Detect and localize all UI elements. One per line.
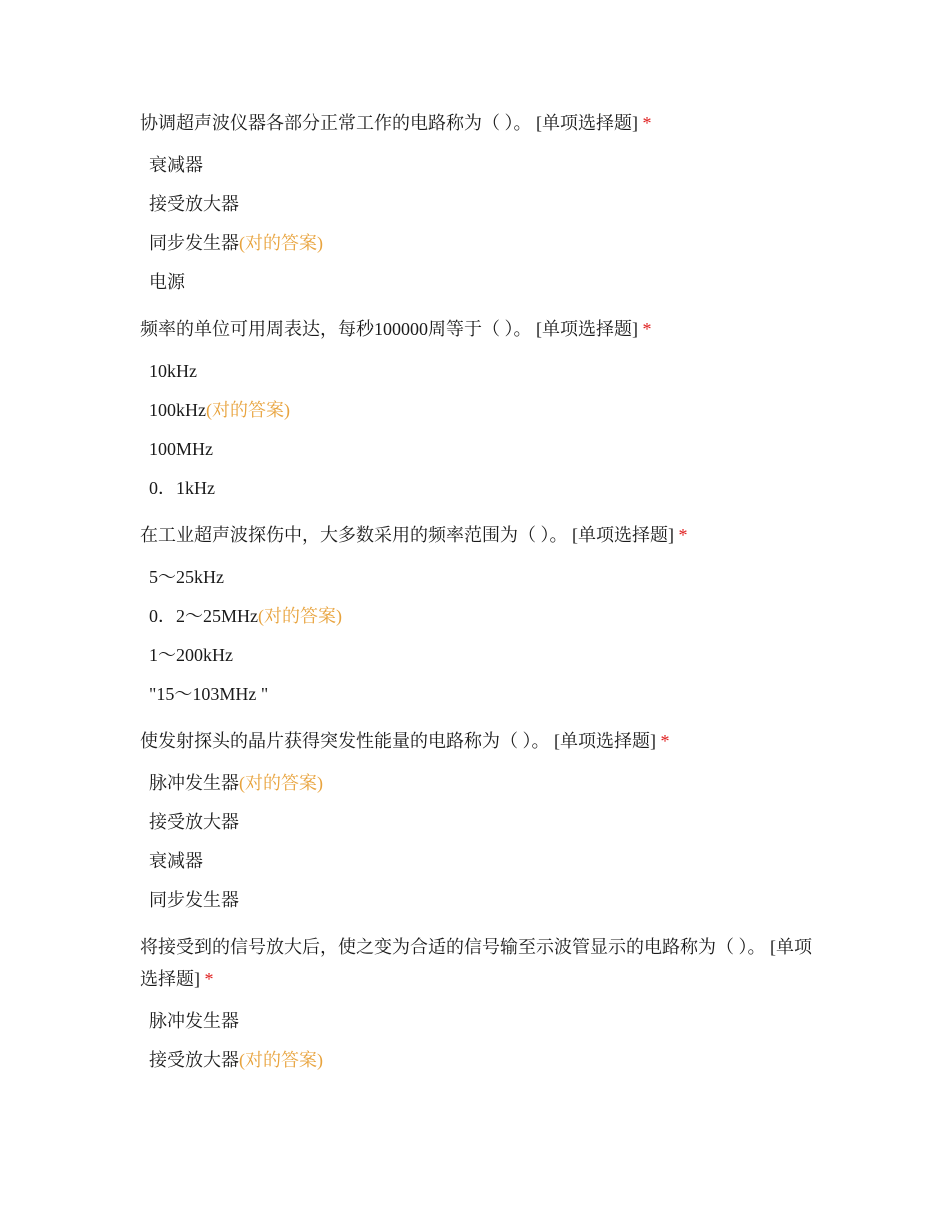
- question-4: [140, 725, 820, 920]
- option-text: 100MHz: [149, 439, 213, 459]
- option-item[interactable]: [149, 263, 820, 302]
- question-text: 频率的单位可用周表达，每秒100000周等于（ ）。: [140, 319, 532, 339]
- option-text: 0．1kHz: [149, 478, 215, 498]
- option-text: 接受放大器: [149, 1050, 239, 1070]
- option-list: [140, 352, 820, 508]
- option-item[interactable]: [149, 469, 820, 508]
- required-marker: *: [642, 113, 652, 133]
- option-item[interactable]: [149, 764, 820, 803]
- option-text: 同步发生器: [149, 233, 239, 253]
- option-item[interactable]: [149, 597, 820, 636]
- required-marker: *: [642, 319, 652, 339]
- question-type: [单项选择题]: [572, 525, 674, 545]
- option-text: 脉冲发生器: [149, 773, 239, 793]
- option-list: [140, 1002, 820, 1080]
- option-item[interactable]: [149, 430, 820, 469]
- question-title: [140, 313, 820, 345]
- option-item[interactable]: [149, 558, 820, 597]
- question-title: [140, 107, 820, 139]
- option-item[interactable]: [149, 224, 820, 263]
- option-item[interactable]: [149, 391, 820, 430]
- option-list: [140, 558, 820, 714]
- required-marker: *: [678, 525, 688, 545]
- question-type: [单项选择题]: [140, 937, 812, 989]
- required-marker: *: [660, 731, 670, 751]
- option-text: "15～103MHz ": [149, 684, 269, 704]
- required-marker: *: [204, 969, 214, 989]
- option-item[interactable]: [149, 352, 820, 391]
- option-item[interactable]: [149, 1002, 820, 1041]
- question-text: 使发射探头的晶片获得突发性能量的电路称为（ ）。: [140, 731, 550, 751]
- option-text: 同步发生器: [149, 890, 239, 910]
- correct-answer-tag: (对的答案): [239, 773, 323, 793]
- option-item[interactable]: [149, 881, 820, 920]
- correct-answer-tag: (对的答案): [239, 1050, 323, 1070]
- question-2: [140, 313, 820, 508]
- option-text: 电源: [149, 272, 185, 292]
- correct-answer-tag: (对的答案): [206, 400, 290, 420]
- question-type: [单项选择题]: [536, 319, 638, 339]
- option-item[interactable]: [149, 675, 820, 714]
- option-text: 0．2～25MHz: [149, 606, 258, 626]
- option-item[interactable]: [149, 146, 820, 185]
- option-item[interactable]: [149, 842, 820, 881]
- option-list: [140, 764, 820, 920]
- option-text: 100kHz: [149, 400, 206, 420]
- option-text: 接受放大器: [149, 812, 239, 832]
- question-5: [140, 931, 820, 1080]
- question-1: [140, 107, 820, 302]
- option-item[interactable]: [149, 636, 820, 675]
- option-text: 接受放大器: [149, 194, 239, 214]
- option-item[interactable]: [149, 1041, 820, 1080]
- option-text: 1～200kHz: [149, 645, 233, 665]
- option-item[interactable]: [149, 803, 820, 842]
- question-3: [140, 519, 820, 714]
- option-text: 10kHz: [149, 361, 197, 381]
- option-text: 衰减器: [149, 155, 203, 175]
- question-list: [140, 107, 820, 1080]
- question-text: 在工业超声波探伤中，大多数采用的频率范围为（ ）。: [140, 525, 568, 545]
- option-text: 5～25kHz: [149, 567, 224, 587]
- correct-answer-tag: (对的答案): [258, 606, 342, 626]
- option-text: 衰减器: [149, 851, 203, 871]
- question-type: [单项选择题]: [536, 113, 638, 133]
- question-title: [140, 931, 820, 995]
- option-item[interactable]: [149, 185, 820, 224]
- question-text: 协调超声波仪器各部分正常工作的电路称为（ ）。: [140, 113, 532, 133]
- question-type: [单项选择题]: [554, 731, 656, 751]
- question-title: [140, 725, 820, 757]
- question-text: 将接受到的信号放大后，使之变为合适的信号输至示波管显示的电路称为（ ）。: [140, 937, 766, 957]
- option-list: [140, 146, 820, 302]
- question-title: [140, 519, 820, 551]
- option-text: 脉冲发生器: [149, 1011, 239, 1031]
- correct-answer-tag: (对的答案): [239, 233, 323, 253]
